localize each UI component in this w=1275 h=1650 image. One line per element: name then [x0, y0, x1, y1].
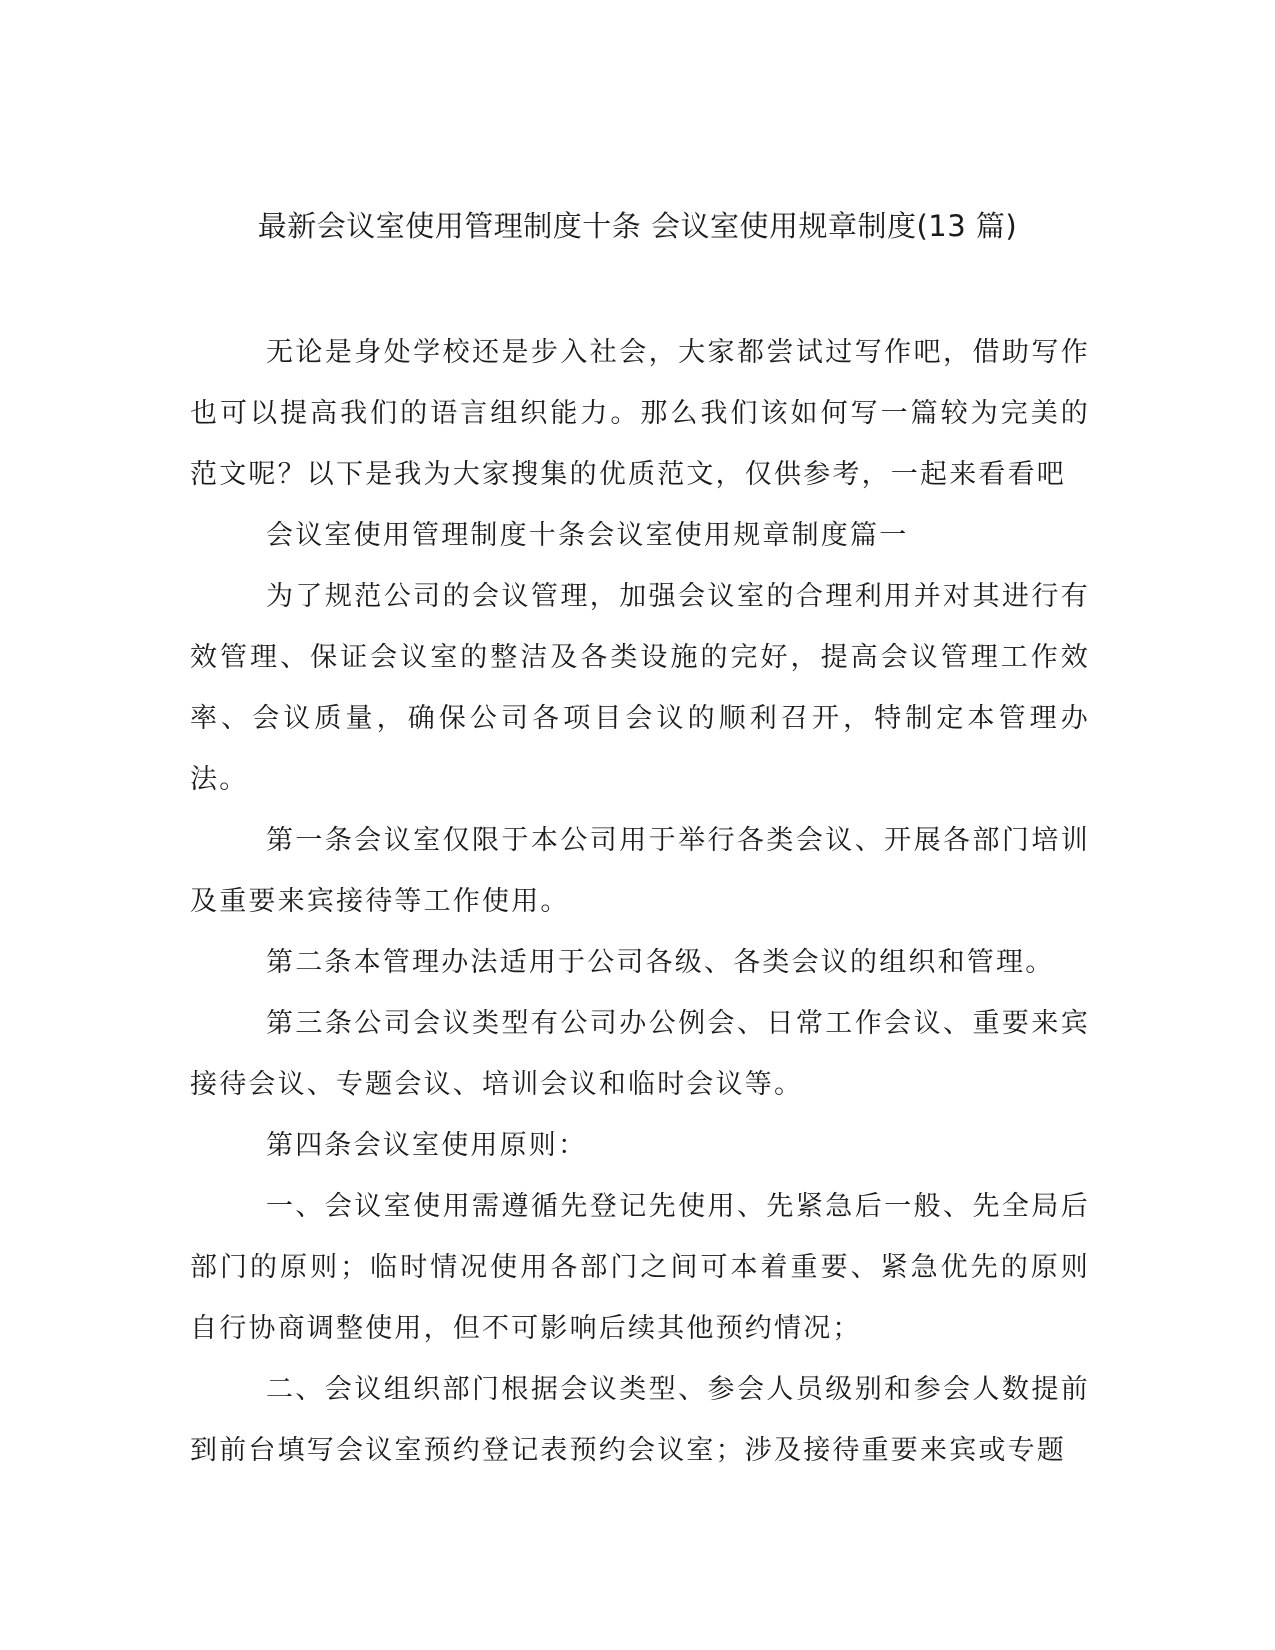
paragraph-rule-2: 二、会议组织部门根据会议类型、参会人员级别和参会人数提前到前台填写会议室预约登记表预约会议室；涉及接待重要来宾或专题 — [190, 1374, 1090, 1466]
document-title: 最新会议室使用管理制度十条 会议室使用规章制度(13 篇) — [257, 209, 1018, 243]
paragraph-intro: 无论是身处学校还是步入社会，大家都尝试过写作吧，借助写作也可以提高我们的语言组织能力。那么我们该如何写一篇较为完美的范文呢？以下是我为大家搜集的优质范文，仅供参考，一起来看看吧 — [190, 337, 1090, 490]
paragraph-article-4: 第四条会议室使用原则： — [266, 1130, 588, 1161]
paragraph-article-3: 第三条公司会议类型有公司办公例会、日常工作会议、重要来宾接待会议、专题会议、培训会议和临时会议等。 — [190, 1008, 1090, 1100]
paragraph-rule-1: 一、会议室使用需遵循先登记先使用、先紧急后一般、先全局后部门的原则；临时情况使用各部门之间可本着重要、紧急优先的原则自行协商调整使用，但不可影响后续其他预约情况； — [190, 1191, 1090, 1344]
paragraph-section-heading: 会议室使用管理制度十条会议室使用规章制度篇一 — [266, 520, 909, 551]
paragraph-purpose: 为了规范公司的会议管理，加强会议室的合理利用并对其进行有效管理、保证会议室的整洁及各类设施的完好，提高会议管理工作效率、会议质量，确保公司各项目会议的顺利召开，特制定本管理办法。 — [190, 581, 1090, 795]
paragraph-article-1: 第一条会议室仅限于本公司用于举行各类会议、开展各部门培训及重要来宾接待等工作使用。 — [190, 825, 1090, 917]
document-body — [190, 322, 1090, 1481]
paragraph-article-2: 第二条本管理办法适用于公司各级、各类会议的组织和管理。 — [266, 947, 1055, 978]
